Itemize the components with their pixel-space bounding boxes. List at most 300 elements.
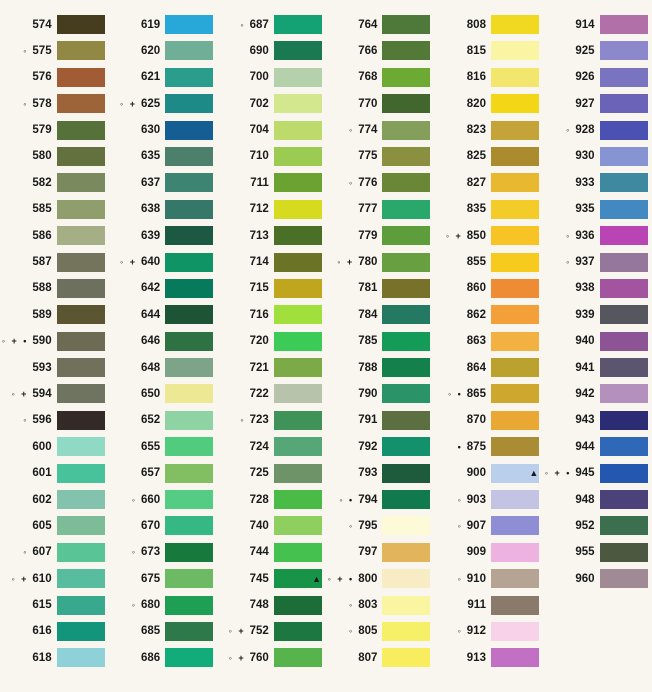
color-number: 605 — [32, 519, 52, 532]
color-number: 594 — [32, 387, 52, 400]
color-number: 766 — [358, 44, 378, 57]
color-swatch-722 — [274, 384, 322, 403]
swatch-column-5 — [434, 15, 543, 667]
color-number-label — [358, 282, 377, 294]
marker-symbols-icon: ◦ + — [120, 98, 137, 109]
color-row-685 — [109, 622, 218, 641]
color-swatch-865 — [491, 384, 539, 403]
marker-symbols-icon: ◦ — [348, 520, 355, 531]
color-row-575 — [0, 41, 109, 60]
color-row-615 — [0, 596, 109, 615]
color-row-618 — [0, 648, 109, 667]
color-row-823 — [434, 121, 543, 140]
color-number: 635 — [141, 150, 161, 163]
color-row-660 — [109, 490, 218, 509]
color-number-label — [575, 203, 594, 215]
color-number: 825 — [466, 150, 486, 163]
color-row-776 — [326, 173, 435, 192]
color-row-711 — [217, 173, 326, 192]
color-number: 740 — [249, 519, 269, 532]
color-row-630 — [109, 121, 218, 140]
color-number-label — [23, 546, 51, 558]
color-number: 944 — [575, 440, 595, 453]
color-swatch-827 — [491, 173, 539, 192]
color-number-label — [467, 203, 486, 215]
color-number: 638 — [141, 203, 161, 216]
color-number: 927 — [575, 97, 595, 110]
color-row-587 — [0, 253, 109, 272]
color-number: 588 — [32, 282, 52, 295]
color-number: 770 — [358, 97, 378, 110]
color-swatch-926 — [600, 68, 648, 87]
color-number: 785 — [358, 335, 378, 348]
color-number-label — [358, 467, 377, 479]
color-row-797 — [326, 543, 435, 562]
color-number: 940 — [575, 335, 595, 348]
color-row-909 — [434, 543, 543, 562]
color-number-label — [467, 150, 486, 162]
color-number-label — [141, 71, 160, 83]
color-swatch-637 — [165, 173, 213, 192]
color-row-791 — [326, 411, 435, 430]
color-number-label — [358, 203, 377, 215]
color-row-576 — [0, 68, 109, 87]
color-swatch-793 — [382, 464, 430, 483]
marker-symbols-icon: ◦ — [566, 125, 572, 136]
color-row-619 — [109, 15, 218, 34]
color-swatch-711 — [274, 173, 322, 192]
color-row-625 — [109, 94, 218, 113]
color-swatch-948 — [600, 490, 648, 509]
color-row-700 — [217, 68, 326, 87]
color-number-label — [250, 573, 269, 585]
color-swatch-930 — [600, 147, 648, 166]
color-swatch-748 — [274, 596, 322, 615]
color-number: 793 — [358, 467, 378, 480]
color-row-655 — [109, 437, 218, 456]
color-number-label — [575, 150, 594, 162]
color-number: 912 — [466, 625, 486, 638]
color-number-label — [358, 388, 377, 400]
color-swatch-593 — [57, 358, 105, 377]
color-swatch-648 — [165, 358, 213, 377]
color-row-635 — [109, 147, 218, 166]
color-row-808 — [434, 15, 543, 34]
color-row-764 — [326, 15, 435, 34]
color-swatch-912 — [491, 622, 539, 641]
color-swatch-855 — [491, 253, 539, 272]
color-number: 863 — [466, 335, 486, 348]
color-swatch-944 — [600, 437, 648, 456]
color-row-945 — [529, 464, 652, 483]
color-number: 607 — [32, 546, 52, 559]
color-number-label — [358, 335, 377, 347]
color-row-582 — [0, 173, 109, 192]
color-swatch-933 — [600, 173, 648, 192]
color-number-label — [575, 19, 594, 31]
color-number: 582 — [32, 176, 52, 189]
color-number: 925 — [575, 44, 595, 57]
marker-symbols-icon: ◦ — [348, 626, 355, 637]
color-number-label — [132, 599, 160, 611]
color-number-label — [250, 203, 269, 215]
marker-symbols-icon: ◦ • — [447, 388, 463, 399]
marker-symbols-icon: ◦ — [348, 600, 355, 611]
marker-symbols-icon: ◦ — [23, 415, 29, 426]
color-number: 764 — [358, 18, 378, 31]
color-swatch-823 — [491, 121, 539, 140]
color-swatch-785 — [382, 332, 430, 351]
color-number: 928 — [575, 124, 595, 137]
color-number-label — [467, 19, 486, 31]
color-number: 913 — [466, 651, 486, 664]
color-number-label — [32, 599, 51, 611]
color-number: 720 — [249, 335, 269, 348]
color-number: 574 — [32, 18, 52, 31]
color-number-label — [250, 599, 269, 611]
color-number-label — [141, 652, 160, 664]
color-swatch-862 — [491, 305, 539, 324]
color-number-label — [575, 45, 594, 57]
color-number: 610 — [32, 572, 52, 585]
color-row-942 — [543, 384, 652, 403]
color-number-label — [566, 256, 594, 268]
color-swatch-723 — [274, 411, 322, 430]
color-swatch-939 — [600, 305, 648, 324]
color-row-933 — [543, 173, 652, 192]
color-row-863 — [434, 332, 543, 351]
color-swatch-618 — [57, 648, 105, 667]
color-row-675 — [109, 569, 218, 588]
color-row-593 — [0, 358, 109, 377]
color-number-label — [337, 256, 377, 268]
color-number-label — [32, 203, 51, 215]
color-number-label — [141, 19, 160, 31]
color-row-774 — [326, 121, 435, 140]
color-number-label — [575, 282, 594, 294]
marker-symbols-icon: ◦ — [131, 600, 137, 611]
color-row-714 — [217, 253, 326, 272]
marker-symbols-icon: ▲ ◦ + • — [312, 573, 355, 584]
color-swatch-914 — [600, 15, 648, 34]
color-swatch-941 — [600, 358, 648, 377]
color-row-589 — [0, 305, 109, 324]
color-number: 725 — [249, 467, 269, 480]
color-number-label — [458, 573, 486, 585]
color-number-label — [358, 19, 377, 31]
color-number: 642 — [141, 282, 161, 295]
color-number: 862 — [466, 308, 486, 321]
color-swatch-863 — [491, 332, 539, 351]
color-swatch-911 — [491, 596, 539, 615]
color-number-label — [358, 414, 377, 426]
color-swatch-710 — [274, 147, 322, 166]
color-number: 728 — [249, 493, 269, 506]
color-swatch-716 — [274, 305, 322, 324]
color-row-937 — [543, 253, 652, 272]
marker-symbols-icon: ◦ — [457, 494, 463, 505]
color-number: 745 — [249, 572, 269, 585]
color-number-label — [250, 124, 269, 136]
color-number-label — [349, 625, 377, 637]
color-number-label — [32, 150, 51, 162]
color-swatch-686 — [165, 648, 213, 667]
color-row-939 — [543, 305, 652, 324]
color-number: 774 — [358, 124, 378, 137]
color-number: 903 — [466, 493, 486, 506]
color-number-label — [250, 335, 269, 347]
color-row-940 — [543, 332, 652, 351]
color-number: 768 — [358, 71, 378, 84]
color-number-label — [358, 98, 377, 110]
color-row-926 — [543, 68, 652, 87]
color-swatch-574 — [57, 15, 105, 34]
color-number: 752 — [249, 625, 269, 638]
color-number-label — [575, 177, 594, 189]
color-row-835 — [434, 200, 543, 219]
color-swatch-875 — [491, 437, 539, 456]
color-row-590 — [0, 332, 109, 351]
color-row-913 — [434, 648, 543, 667]
color-swatch-638 — [165, 200, 213, 219]
color-number: 794 — [358, 493, 378, 506]
color-swatch-909 — [491, 543, 539, 562]
color-number: 602 — [32, 493, 52, 506]
color-swatch-657 — [165, 464, 213, 483]
color-row-938 — [543, 279, 652, 298]
color-number-label — [32, 71, 51, 83]
color-row-955 — [543, 543, 652, 562]
color-number: 937 — [575, 256, 595, 269]
color-number: 948 — [575, 493, 595, 506]
marker-symbols-icon: • — [457, 441, 463, 452]
color-swatch-673 — [165, 543, 213, 562]
color-swatch-955 — [600, 543, 648, 562]
color-row-752 — [217, 622, 326, 641]
color-row-862 — [434, 305, 543, 324]
color-row-657 — [109, 464, 218, 483]
color-number-label — [467, 335, 486, 347]
color-swatch-764 — [382, 15, 430, 34]
color-row-936 — [543, 226, 652, 245]
color-number: 815 — [466, 44, 486, 57]
color-number-label — [349, 177, 377, 189]
color-number: 805 — [358, 625, 378, 638]
color-row-686 — [109, 648, 218, 667]
color-row-855 — [434, 253, 543, 272]
color-number-label — [250, 362, 269, 374]
swatch-column-1 — [0, 15, 109, 667]
color-number-label — [32, 177, 51, 189]
color-row-815 — [434, 41, 543, 60]
color-row-805 — [326, 622, 435, 641]
color-swatch-794 — [382, 490, 430, 509]
color-row-586 — [0, 226, 109, 245]
color-row-781 — [326, 279, 435, 298]
color-number-label — [467, 45, 486, 57]
marker-symbols-icon: ◦ + • — [1, 336, 29, 347]
color-number-label — [250, 309, 269, 321]
color-swatch-639 — [165, 226, 213, 245]
color-row-716 — [217, 305, 326, 324]
marker-symbols-icon: ◦ • — [339, 494, 355, 505]
color-number: 816 — [466, 71, 486, 84]
color-swatch-620 — [165, 41, 213, 60]
color-swatch-580 — [57, 147, 105, 166]
color-swatch-625 — [165, 94, 213, 113]
color-swatch-790 — [382, 384, 430, 403]
color-number: 939 — [575, 308, 595, 321]
color-row-820 — [434, 94, 543, 113]
color-row-925 — [543, 41, 652, 60]
color-row-644 — [109, 305, 218, 324]
color-number: 712 — [249, 203, 269, 216]
color-row-912 — [434, 622, 543, 641]
color-number: 911 — [467, 599, 486, 612]
color-number-label — [575, 494, 594, 506]
color-number: 660 — [141, 493, 161, 506]
color-swatch-784 — [382, 305, 430, 324]
color-swatch-928 — [600, 121, 648, 140]
color-number: 835 — [466, 203, 486, 216]
color-row-579 — [0, 121, 109, 140]
color-number-label — [32, 256, 51, 268]
color-number-label — [250, 177, 269, 189]
color-number-label — [240, 19, 268, 31]
color-number-label — [575, 546, 594, 558]
color-number: 933 — [575, 176, 595, 189]
color-number: 575 — [32, 44, 52, 57]
color-row-588 — [0, 279, 109, 298]
color-number-label — [250, 546, 269, 558]
color-row-638 — [109, 200, 218, 219]
color-number: 748 — [249, 599, 269, 612]
color-number: 721 — [249, 361, 269, 374]
color-swatch-721 — [274, 358, 322, 377]
color-number: 865 — [466, 387, 486, 400]
color-number: 586 — [32, 229, 52, 242]
color-number: 657 — [141, 467, 161, 480]
color-row-850 — [434, 226, 543, 245]
color-number: 724 — [249, 440, 269, 453]
color-number: 710 — [249, 150, 269, 163]
color-swatch-588 — [57, 279, 105, 298]
color-row-827 — [434, 173, 543, 192]
color-number: 823 — [466, 124, 486, 137]
color-number-label — [358, 45, 377, 57]
color-number-label — [446, 230, 486, 242]
color-row-900 — [434, 464, 543, 483]
color-swatch-601 — [57, 464, 105, 483]
color-swatch-792 — [382, 437, 430, 456]
color-swatch-807 — [382, 648, 430, 667]
marker-symbols-icon: ◦ — [23, 45, 29, 56]
color-swatch-607 — [57, 543, 105, 562]
color-number-label — [467, 546, 486, 558]
color-number: 960 — [575, 572, 595, 585]
color-row-927 — [543, 94, 652, 113]
color-row-722 — [217, 384, 326, 403]
color-swatch-728 — [274, 490, 322, 509]
color-number: 716 — [249, 308, 269, 321]
color-row-725 — [217, 464, 326, 483]
color-number-label — [32, 441, 51, 453]
swatch-column-3 — [217, 15, 326, 667]
color-swatch-687 — [274, 15, 322, 34]
color-number-label — [575, 309, 594, 321]
color-number: 714 — [249, 256, 269, 269]
color-row-875 — [434, 437, 543, 456]
color-row-637 — [109, 173, 218, 192]
color-row-785 — [326, 332, 435, 351]
color-swatch-927 — [600, 94, 648, 113]
color-number-label — [529, 467, 594, 479]
color-row-702 — [217, 94, 326, 113]
color-row-865 — [434, 384, 543, 403]
color-row-775 — [326, 147, 435, 166]
color-row-712 — [217, 200, 326, 219]
swatch-column-4 — [312, 15, 435, 667]
color-swatch-615 — [57, 596, 105, 615]
color-number-label — [141, 282, 160, 294]
color-number-label — [467, 599, 486, 611]
color-swatch-907 — [491, 516, 539, 535]
color-number-label — [467, 309, 486, 321]
color-swatch-700 — [274, 68, 322, 87]
color-number: 792 — [358, 440, 378, 453]
color-swatch-760 — [274, 648, 322, 667]
color-number-label — [358, 652, 377, 664]
color-row-605 — [0, 516, 109, 535]
color-number: 870 — [466, 414, 486, 427]
color-number-label — [467, 414, 486, 426]
color-swatch-770 — [382, 94, 430, 113]
color-swatch-712 — [274, 200, 322, 219]
color-swatch-925 — [600, 41, 648, 60]
color-row-803 — [326, 596, 435, 615]
color-swatch-781 — [382, 279, 430, 298]
color-number-label — [250, 520, 269, 532]
color-number: 619 — [141, 18, 161, 31]
color-number: 652 — [141, 414, 161, 427]
marker-symbols-icon: ◦ — [240, 415, 246, 426]
color-swatch-940 — [600, 332, 648, 351]
color-number-label — [575, 441, 594, 453]
color-number-label — [32, 19, 51, 31]
color-number-label — [349, 124, 377, 136]
color-number-label — [141, 309, 160, 321]
color-row-710 — [217, 147, 326, 166]
color-number: 744 — [249, 546, 269, 559]
color-number: 926 — [575, 71, 595, 84]
color-swatch-803 — [382, 596, 430, 615]
color-row-650 — [109, 384, 218, 403]
color-number-label — [575, 520, 594, 532]
color-number: 941 — [575, 361, 595, 374]
color-row-777 — [326, 200, 435, 219]
color-number: 680 — [141, 599, 161, 612]
color-number: 942 — [575, 387, 595, 400]
color-row-596 — [0, 411, 109, 430]
color-swatch-640 — [165, 253, 213, 272]
color-number-label — [250, 71, 269, 83]
color-number-label — [566, 230, 594, 242]
color-number-label — [566, 124, 594, 136]
color-swatch-820 — [491, 94, 539, 113]
color-number: 711 — [250, 176, 269, 189]
color-number: 864 — [466, 361, 486, 374]
color-number: 938 — [575, 282, 595, 295]
